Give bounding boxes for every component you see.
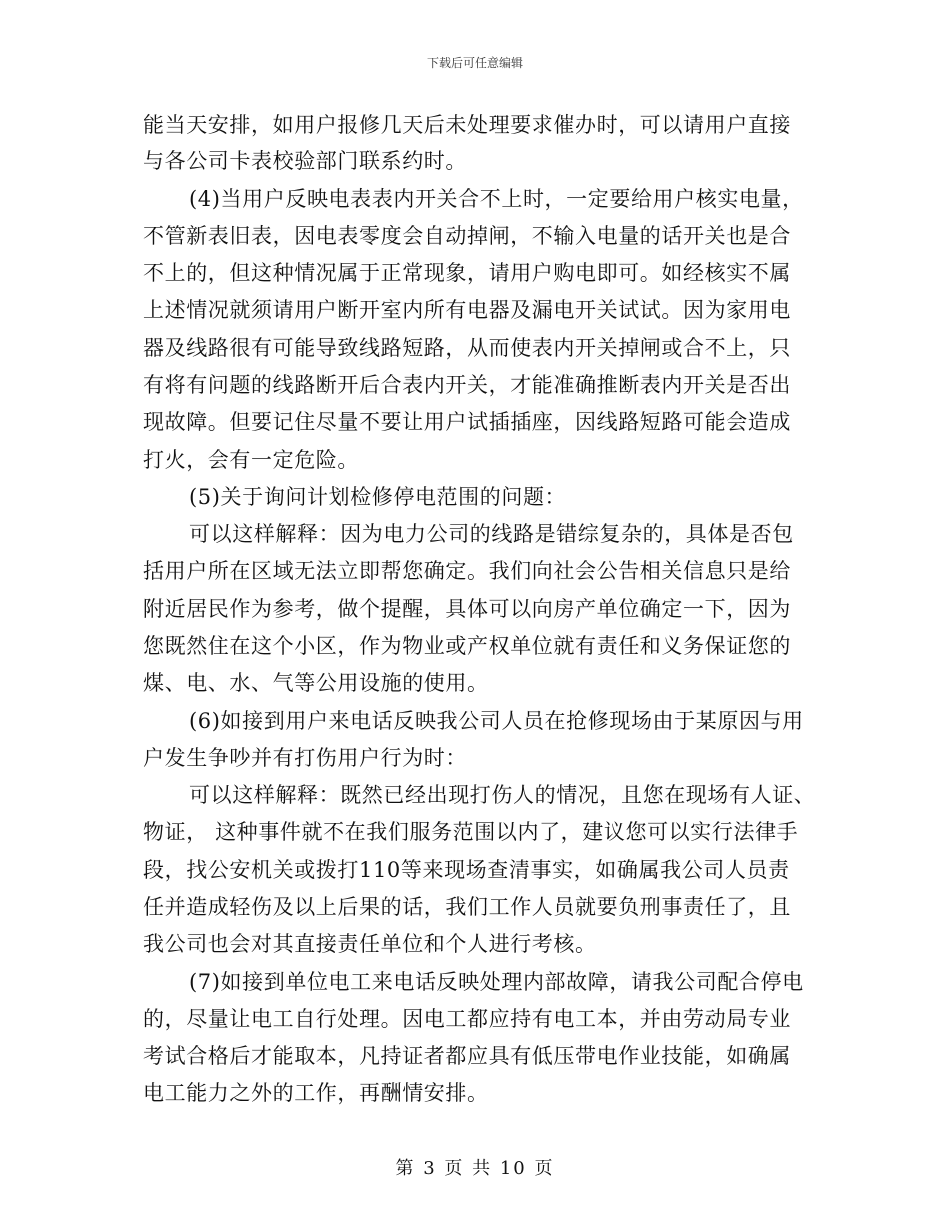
body-line: 现故障。但要记住尽量不要让用户试插插座，因线路短路可能会造成 [143,410,791,434]
body-line: 不管新表旧表，因电表零度会自动掉闸，不输入电量的话开关也是合 [143,224,791,248]
body-line: (5)关于询问计划检修停电范围的问题： [189,485,567,509]
body-line: 附近居民作为参考，做个提醒，具体可以向房产单位确定一下，因为 [143,597,791,621]
body-line: 不上的，但这种情况属于正常现象，请用户购电即可。如经核实不属 [143,261,791,285]
body-line: 任并造成轻伤及以上后果的话，我们工作人员就要负刑事责任了，且 [143,895,791,919]
body-line: 物证， 这种事件就不在我们服务范围以内了，建议您可以实行法律手 [143,820,799,844]
body-line: 煤、电、水、气等公用设施的使用。 [143,671,489,695]
body-line: 打火，会有一定危险。 [143,448,359,472]
page-footer: 第 3 页 共 10 页 [395,1158,555,1179]
body-line: (4)当用户反映电表表内开关合不上时，一定要给用户核实电量， [189,187,804,211]
body-line: 段，找公安机关或拨打110等来现场查清事实，如确属我公司人员责 [143,858,790,882]
body-line: (7)如接到单位电工来电话反映处理内部故障，请我公司配合停电 [189,970,804,994]
body-line: 器及线路很有可能导致线路短路，从而使表内开关掉闸或合不上，只 [143,336,791,360]
body-line: 上述情况就须请用户断开室内所有电器及漏电开关试试。因为家用电 [143,298,791,322]
body-line: 户发生争吵并有打伤用户行为时： [143,746,467,770]
body-line: 可以这样解释：因为电力公司的线路是错综复杂的，具体是否包 [189,522,794,546]
body-line: 有将有问题的线路断开后合表内开关，才能准确推断表内开关是否出 [143,373,791,397]
body-line: 我公司也会对其直接责任单位和个人进行考核。 [143,932,597,956]
body-line: 可以这样解释：既然已经出现打伤人的情况，且您在现场有人证、 [189,783,816,807]
body-line: 能当天安排，如用户报修几天后未处理要求催办时，可以请用户直接 [143,113,791,137]
body-line: 电工能力之外的工作，再酬情安排。 [143,1081,489,1105]
body-line: 括用户所在区域无法立即帮您确定。我们向社会公告相关信息只是给 [143,559,791,583]
body-line: 您既然住在这个小区，作为物业或产权单位就有责任和义务保证您的 [143,634,791,658]
body-line: (6)如接到用户来电话反映我公司人员在抢修现场由于某原因与用 [189,709,804,733]
body-line: 与各公司卡表校验部门联系约时。 [143,149,467,173]
page-header: 下载后可任意编辑 [426,56,523,70]
body-line: 考试合格后才能取本，凡持证者都应具有低压带电作业技能，如确属 [143,1044,791,1068]
body-line: 的，尽量让电工自行处理。因电工都应持有电工本，并由劳动局专业 [143,1007,791,1031]
